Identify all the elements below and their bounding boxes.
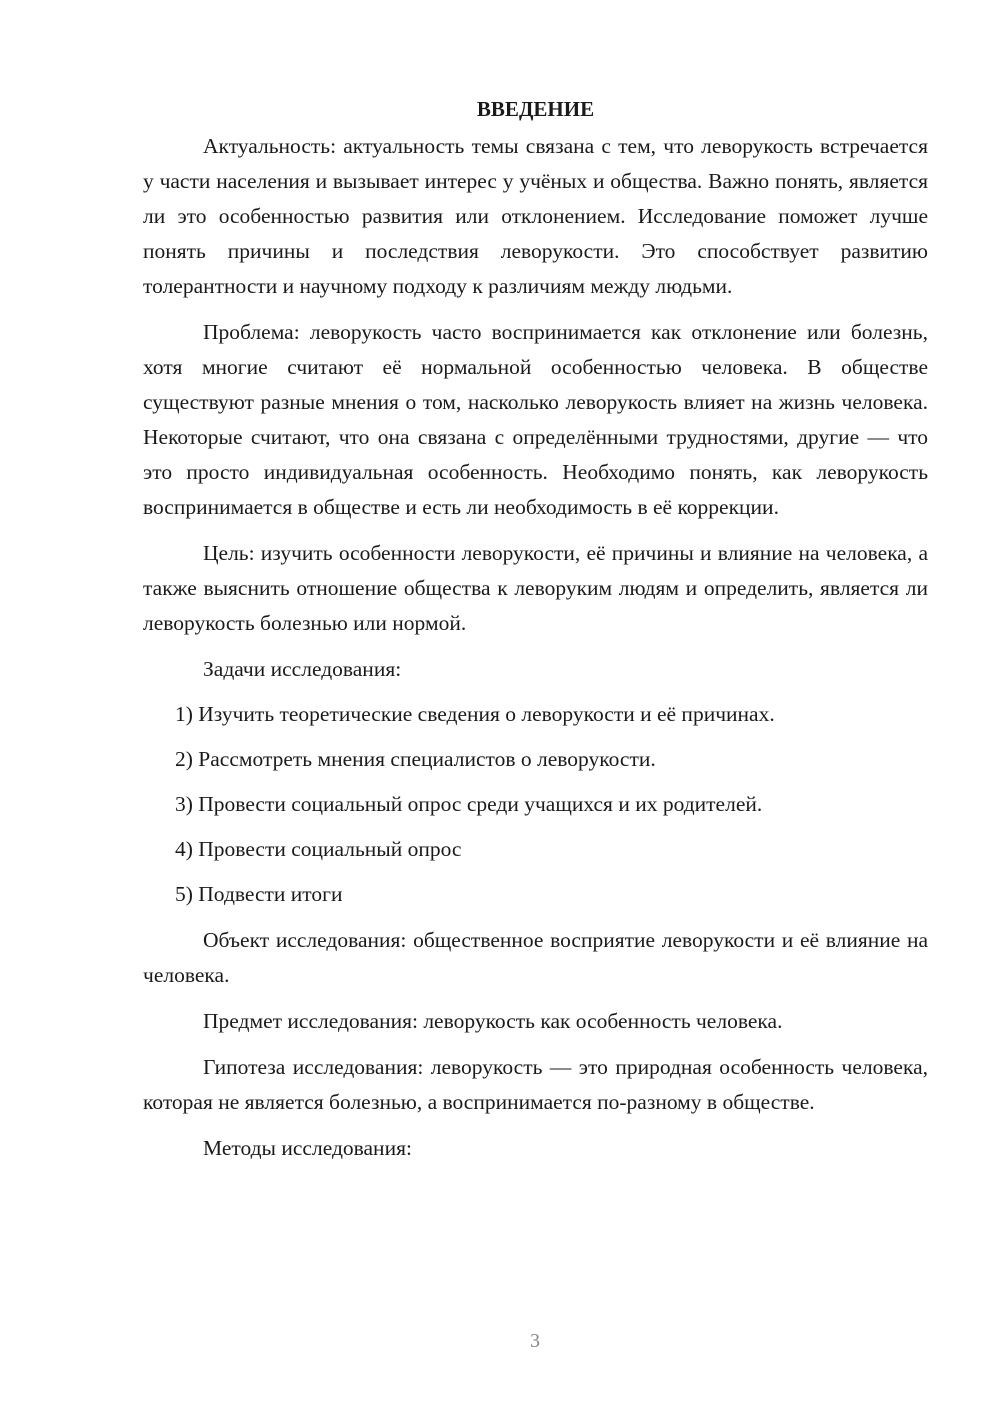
list-item: 2) Рассмотреть мнения специалистов о леворукости. (175, 747, 656, 771)
methods-title: Методы исследования: (203, 1136, 412, 1160)
tasks-title: Задачи исследования: (203, 657, 402, 681)
list-item: 5) Подвести итоги (175, 882, 343, 906)
problem-paragraph: Проблема: леворукость часто воспринимается как отклонение или болезнь, хотя многие считают её нормальной особенностью человека. В обществе существуют разные мнения о том, насколько леворукость влияет на жизнь человека. Некоторые считают, что она связана с определёнными трудностями, другие — что это просто индивидуальная особенность. Необходимо понять, как леворукость воспринимается в обществе и есть ли необходимость в её коррекции. (143, 320, 928, 519)
relevance-paragraph: Актуальность: актуальность темы связана с тем, что леворукость встречается у части населения и вызывает интерес у учёных и общества. Важно понять, является ли это особенностью развития или отклонением. Исследование поможет лучше понять причины и последствия леворукости. Это способствует развитию толерантности и научному подходу к различиям между людьми. (143, 134, 928, 298)
goal-paragraph: Цель: изучить особенности леворукости, её причины и влияние на человека, а также выяснить отношение общества к леворуким людям и определить, является ли леворукость болезнью или нормой. (143, 541, 928, 635)
page-number: 3 (530, 1330, 540, 1352)
tasks-list (143, 697, 928, 912)
document-page (143, 92, 928, 1166)
list-item: 4) Провести социальный опрос (175, 837, 462, 861)
section-heading: ВВЕДЕНИЕ (476, 97, 595, 121)
list-item: 1) Изучить теоретические сведения о леворукости и её причинах. (175, 702, 775, 726)
subject-paragraph: Предмет исследования: леворукость как особенность человека. (203, 1009, 783, 1033)
hypothesis-paragraph: Гипотеза исследования: леворукость — это природная особенность человека, которая не является болезнью, а воспринимается по-разному в обществе. (143, 1055, 928, 1114)
list-item: 3) Провести социальный опрос среди учащихся и их родителей. (175, 792, 763, 816)
object-paragraph: Объект исследования: общественное восприятие леворукости и её влияние на человека. (143, 928, 928, 987)
